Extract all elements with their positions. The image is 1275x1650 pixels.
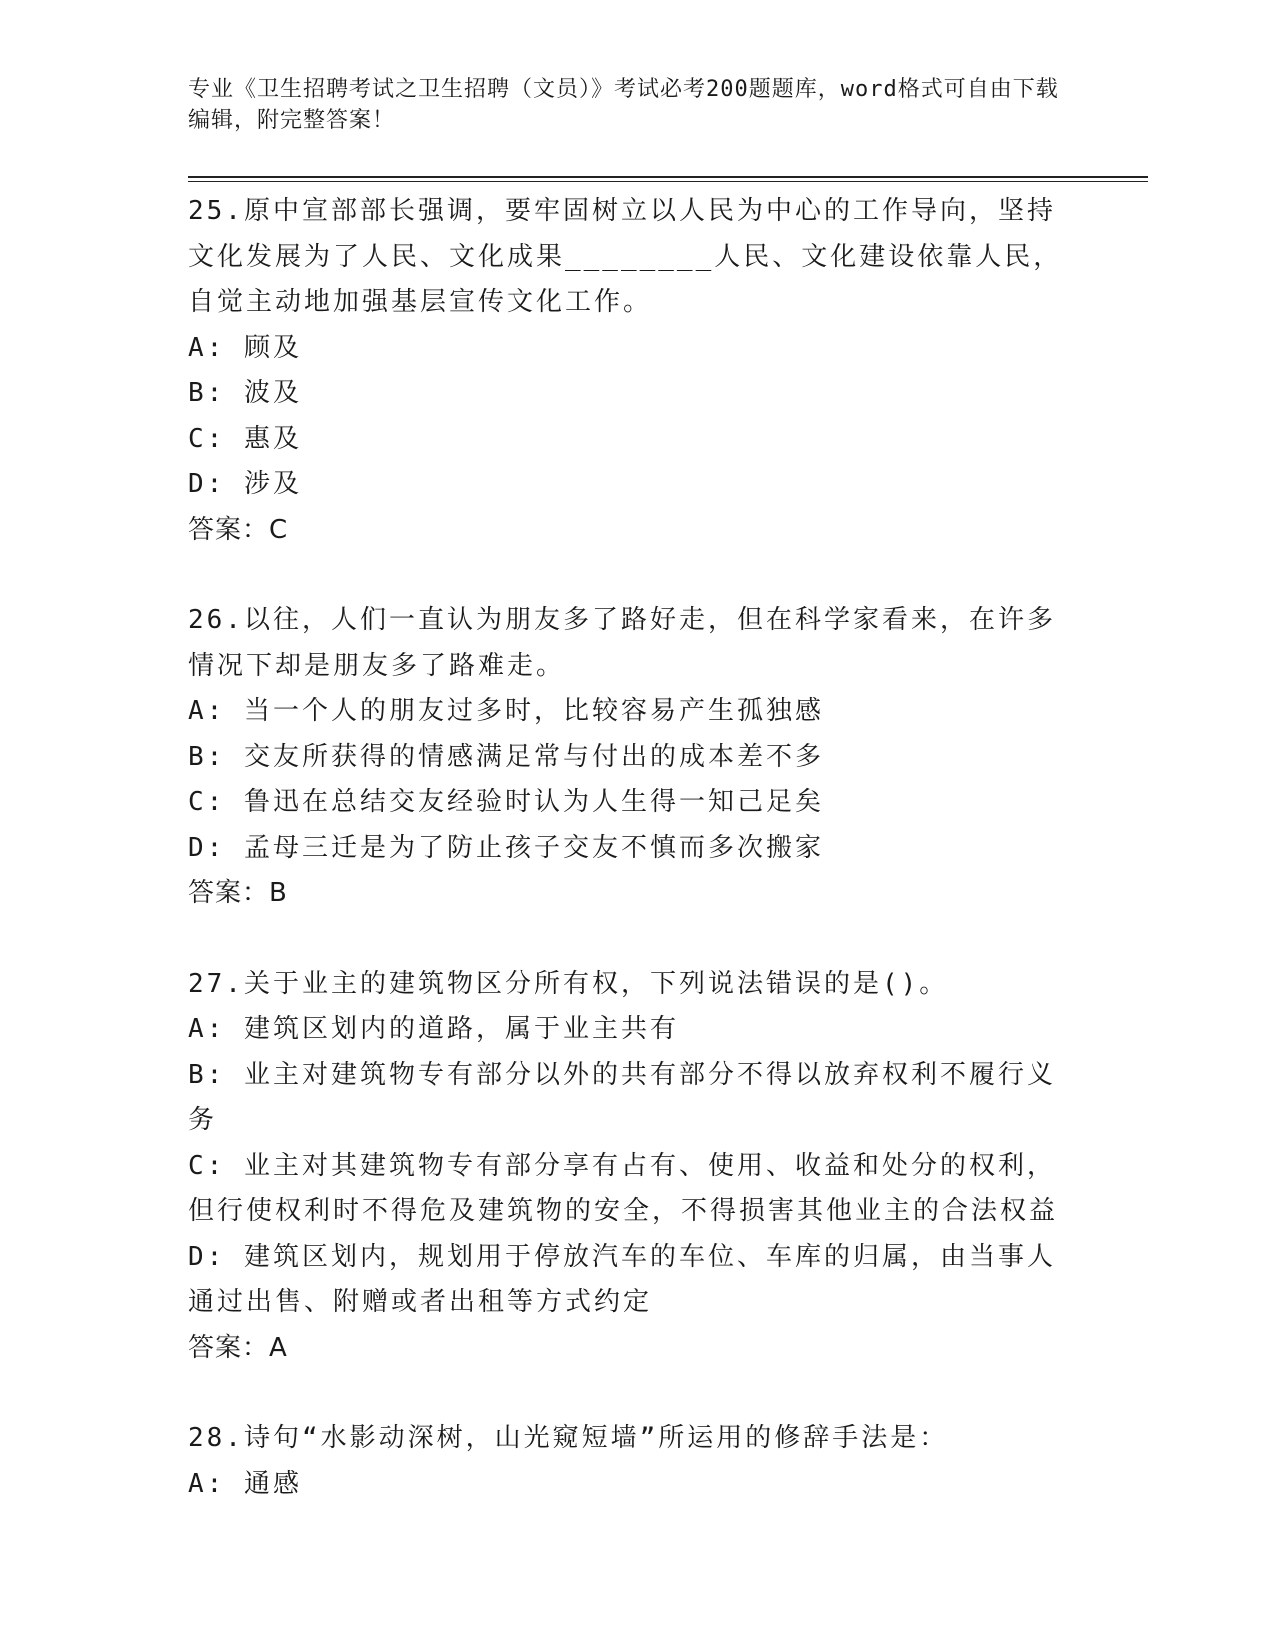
option-a: A: 顾及 bbox=[188, 332, 302, 363]
question-stem: 25.原中宣部部长强调，要牢固树立以人民为中心的工作导向，坚持文化发展为了人民、文化成果________人民、文化建设依靠人民，自觉主动地加强基层宣传文化工作。 bbox=[188, 196, 1063, 317]
question-stem: 27.关于业主的建筑物区分所有权，下列说法错误的是()。 bbox=[188, 968, 949, 999]
header-divider-thin bbox=[188, 181, 1148, 182]
option-a: A: 当一个人的朋友过多时，比较容易产生孤独感 bbox=[188, 696, 824, 726]
option-c: C: 业主对其建筑物专有部分享有占有、使用、收益和处分的权利，但行使权利时不得危及建筑物的安全，不得损害其他业主的合法权益 bbox=[188, 1150, 1059, 1226]
answer-label: 答案：A bbox=[188, 1332, 288, 1363]
question-26 bbox=[188, 598, 1068, 917]
answer-label: 答案：B bbox=[188, 878, 288, 908]
option-c: C: 惠及 bbox=[188, 423, 302, 454]
option-b: B: 交友所获得的情感满足常与付出的成本差不多 bbox=[188, 741, 824, 772]
option-b: B: 波及 bbox=[188, 378, 302, 408]
option-a: A: 建筑区划内的道路，属于业主共有 bbox=[188, 1014, 679, 1044]
answer-label: 答案：C bbox=[188, 514, 289, 545]
question-28 bbox=[188, 1416, 1068, 1507]
option-d: D: 孟母三迁是为了防止孩子交友不慎而多次搬家 bbox=[188, 832, 824, 863]
document-header: 专业《卫生招聘考试之卫生招聘（文员）》考试必考200题题库，word格式可自由下载编辑，附完整答案！ bbox=[188, 77, 1059, 133]
option-b: B: 业主对建筑物专有部分以外的共有部分不得以放弃权利不履行义务 bbox=[188, 1059, 1056, 1135]
option-a: A: 通感 bbox=[188, 1468, 302, 1499]
question-list bbox=[188, 189, 1068, 1552]
header-divider bbox=[188, 176, 1148, 178]
option-d: D: 涉及 bbox=[188, 469, 302, 499]
option-d: D: 建筑区划内，规划用于停放汽车的车位、车库的归属，由当事人通过出售、附赠或者出租等方式约定 bbox=[188, 1241, 1056, 1317]
question-27 bbox=[188, 962, 1068, 1372]
option-c: C: 鲁迅在总结交友经验时认为人生得一知己足矣 bbox=[188, 787, 824, 817]
question-stem: 28.诗句“水影动深树，山光窥短墙”所运用的修辞手法是： bbox=[188, 1423, 949, 1453]
question-stem: 26.以往，人们一直认为朋友多了路好走，但在科学家看来，在许多情况下却是朋友多了路难走。 bbox=[188, 605, 1056, 681]
question-25 bbox=[188, 189, 1068, 553]
